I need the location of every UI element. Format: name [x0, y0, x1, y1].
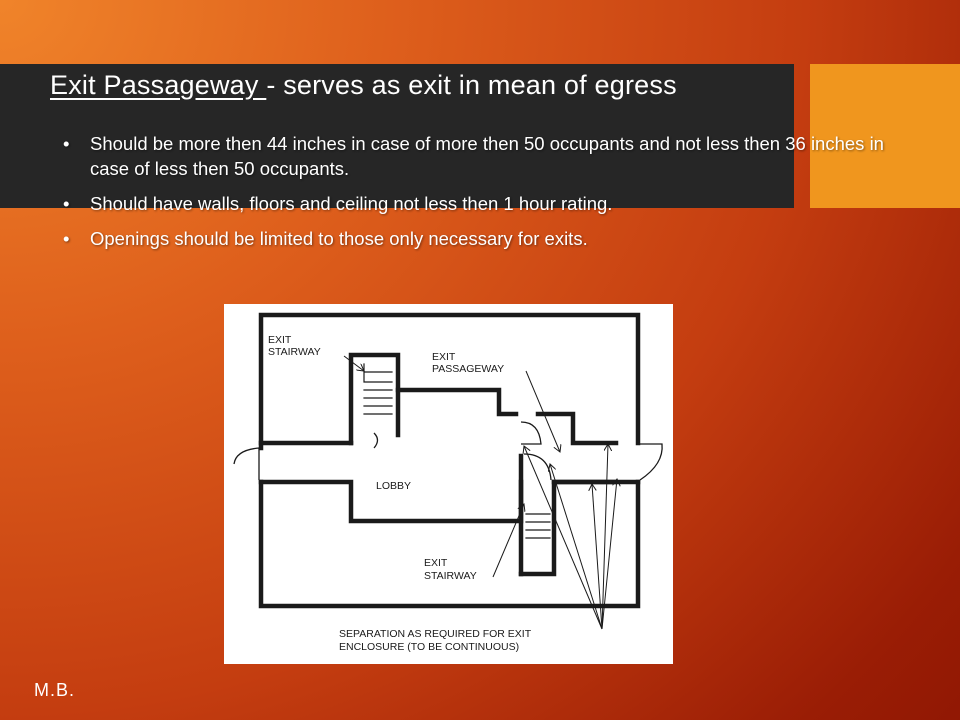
- label-exit-stairway-top: STAIRWAY: [268, 346, 321, 358]
- floor-plan-diagram: [224, 304, 673, 664]
- title-rest: - serves as exit in mean of egress: [266, 70, 677, 100]
- label-exit-stairway-bottom: EXIT: [424, 557, 448, 569]
- bullet-item: [62, 131, 912, 181]
- label-lobby: LOBBY: [376, 480, 412, 492]
- floor-plan-svg: [224, 304, 673, 664]
- bullet-item: [62, 191, 912, 216]
- bullet-text: Should have walls, floors and ceiling not less then 1 hour rating.: [90, 193, 613, 214]
- bullet-marker: •: [63, 193, 70, 214]
- label-separation: ENCLOSURE (TO BE CONTINUOUS): [339, 641, 520, 653]
- leader-arrows: [344, 356, 617, 629]
- label-exit-passageway: EXIT: [432, 351, 456, 363]
- bullet-text: Openings should be limited to those only necessary for exits.: [90, 228, 588, 249]
- bullet-list: [62, 131, 912, 261]
- door-swings: [234, 422, 662, 480]
- slide-title: [50, 70, 790, 101]
- footer-initials: M.B.: [34, 680, 76, 700]
- label-separation: SEPARATION AS REQUIRED FOR EXIT: [339, 628, 532, 640]
- label-exit-stairway-top: EXIT: [268, 334, 292, 346]
- bullet-item: [62, 226, 912, 251]
- bullet-marker: •: [63, 133, 70, 154]
- label-exit-passageway: PASSAGEWAY: [432, 363, 505, 375]
- bullet-marker: •: [63, 228, 70, 249]
- title-term: Exit Passageway: [50, 70, 267, 100]
- label-exit-stairway-bottom: STAIRWAY: [424, 570, 477, 582]
- bullet-text: Should be more then 44 inches in case of more then 50 occupants and not less then 36 inches in case of less then 50 occupants.: [90, 133, 884, 179]
